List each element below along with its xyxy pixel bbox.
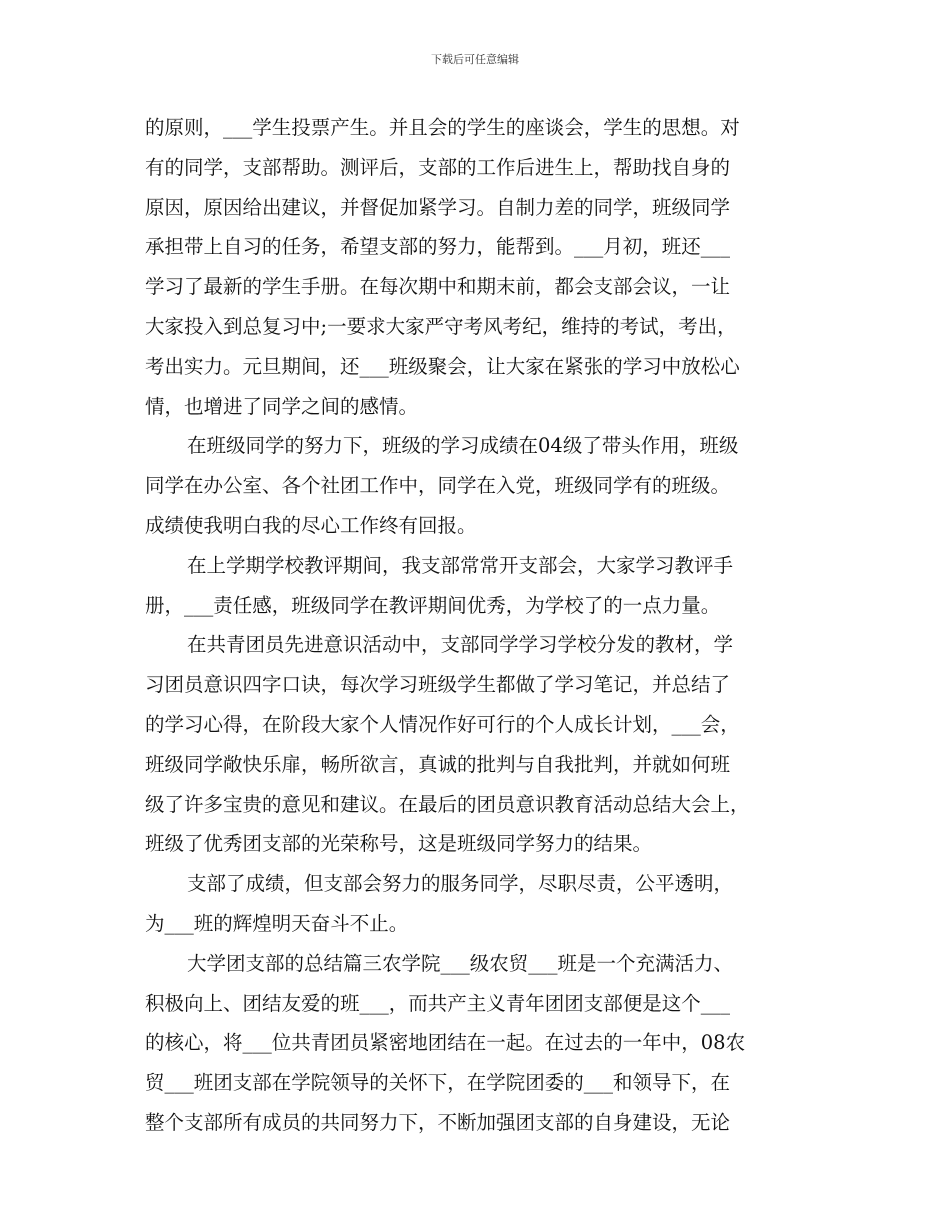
text-line: 整个支部所有成员的共同努力下，不断加强团支部的自身建设，无论: [145, 1110, 731, 1134]
text-line: 班级了优秀团支部的光荣称号，这是班级同学努力的结果。: [145, 832, 653, 856]
paragraph: [145, 944, 835, 1143]
paragraph: [145, 546, 835, 626]
text-line: 贸___班团支部在学院领导的关怀下，在学院团委的___和领导下，在: [145, 1071, 731, 1095]
document-body: [145, 108, 835, 1143]
text-line: 在班级同学的努力下，班级的学习成绩在04级了带头作用，班级: [187, 434, 739, 458]
text-line: 在共青团员先进意识活动中，支部同学学习学校分发的教材，学: [187, 633, 734, 657]
text-line: 支部了成绩，但支部会努力的服务同学，尽职尽责，公平透明，: [187, 872, 734, 896]
text-line: 大学团支部的总结篇三农学院___级农贸___班是一个充满活力、: [187, 951, 734, 975]
text-line: 考出实力。元旦期间，还___班级聚会，让大家在紧张的学习中放松心: [145, 354, 740, 378]
text-line: 级了许多宝贵的意见和建议。在最后的团员意识教育活动总结大会上，: [145, 792, 750, 816]
paragraph: [145, 625, 835, 864]
text-line: 同学在办公室、各个社团工作中，同学在入党，班级同学有的班级。: [145, 474, 731, 498]
text-line: 有的同学，支部帮助。测评后，支部的工作后进生上，帮助找自身的: [145, 155, 731, 179]
text-line: 原因，原因给出建议，并督促加紧学习。自制力差的同学，班级同学: [145, 195, 731, 219]
paragraph: [145, 426, 835, 545]
text-line: 的学习心得，在阶段大家个人情况作好可行的个人成长计划，___会，: [145, 712, 740, 736]
text-line: 册，___责任感，班级同学在教评期间优秀，为学校了的一点力量。: [145, 593, 721, 617]
text-line: 承担带上自习的任务，希望支部的努力，能帮到。___月初，班还___: [145, 235, 731, 259]
text-line: 在上学期学校教评期间，我支部常常开支部会，大家学习教评手: [187, 553, 734, 577]
text-line: 的核心，将___位共青团员紧密地团结在一起。在过去的一年中，08农: [145, 1031, 746, 1055]
paragraph: [145, 864, 835, 944]
paragraph: [145, 108, 835, 426]
text-line: 情，也增进了同学之间的感情。: [145, 394, 419, 418]
text-line: 为___班的辉煌明天奋斗不止。: [145, 911, 409, 935]
text-line: 学习了最新的学生手册。在每次期中和期末前，都会支部会议，一让: [145, 275, 731, 299]
page-header: 下载后可任意编辑: [431, 53, 519, 66]
text-line: 成绩使我明白我的尽心工作终有回报。: [145, 513, 477, 537]
text-line: 积极向上、团结友爱的班___，而共产主义青年团团支部便是这个___: [145, 991, 731, 1015]
text-line: 大家投入到总复习中;一要求大家严守考风考纪，维持的考试，考出，: [145, 314, 737, 338]
text-line: 习团员意识四字口诀，每次学习班级学生都做了学习笔记，并总结了: [145, 673, 731, 697]
text-line: 的原则，___学生投票产生。并且会的学生的座谈会，学生的思想。对: [145, 116, 740, 139]
text-line: 班级同学敞快乐扉，畅所欲言，真诚的批判与自我批判，并就如何班: [145, 752, 731, 776]
